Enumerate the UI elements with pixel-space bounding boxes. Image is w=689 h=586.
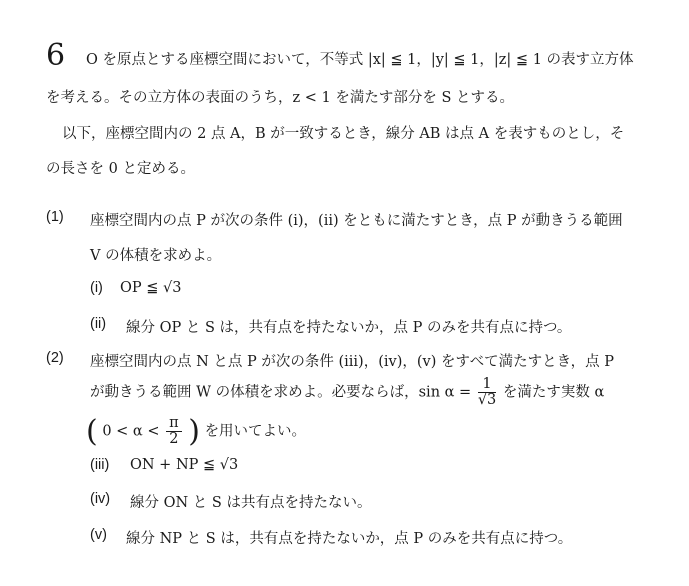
cond-i-label: (i): [90, 280, 103, 296]
fraction-one-over-root3: [478, 377, 496, 408]
cond-ii-label: (ii): [90, 316, 107, 332]
cond-iv-text: 線分 ON と S は共有点を持たない。: [130, 495, 372, 511]
fraction-denominator: √3: [477, 392, 497, 409]
part1-label: (1): [46, 209, 64, 225]
intro-line-2: を考える。その立方体の表面のうち，z < 1 を満たす部分を S とする。: [46, 90, 514, 106]
part1-line-2: V の体積を求めよ。: [90, 248, 222, 264]
part2-line-3-post: を用いてよい。: [204, 423, 307, 440]
cond-i-text: OP ≦ √3: [120, 280, 182, 296]
intro-line-4: の長さを 0 と定める。: [46, 161, 195, 177]
cond-iii-label: (iii): [90, 457, 110, 473]
part2-line-2-pre: が動きうる範囲 W の体積を求めよ。必要ならば，sin α =: [90, 384, 472, 401]
part2-line-1: 座標空間内の点 N と点 P が次の条件 (iii)，(iv)，(v) をすべて満たすとき，点 P: [90, 354, 614, 370]
fraction-numerator: π: [166, 416, 182, 432]
part2-label: (2): [46, 350, 64, 366]
left-paren: (: [86, 414, 98, 449]
part2-line-2-post: を満たす実数 α: [502, 384, 605, 401]
cond-iii-text: ON + NP ≦ √3: [130, 457, 239, 473]
intro-line-3: 以下，座標空間内の 2 点 A，B が一致するとき，線分 AB は点 A を表すものとし，そ: [62, 126, 625, 142]
part2-line-3: [86, 414, 306, 449]
fraction-numerator: 1: [478, 377, 496, 393]
part1-line-1: 座標空間内の点 P が次の条件 (i)，(ii) をともに満たすとき，点 P が動きうる範囲: [90, 213, 623, 229]
fraction-pi-over-2: [166, 416, 182, 447]
problem-number: 6: [46, 38, 66, 73]
right-paren: ): [188, 414, 200, 449]
fraction-denominator: 2: [169, 431, 179, 447]
intro-line-1: O を原点とする座標空間において，不等式 |x| ≦ 1，|y| ≦ 1，|z| ≦ 1 の表す立方体: [86, 52, 634, 68]
alpha-range-text: 0 < α <: [102, 423, 160, 440]
part2-line-2: [90, 377, 604, 408]
cond-v-text: 線分 NP と S は，共有点を持たないか，点 P のみを共有点に持つ。: [126, 531, 573, 547]
cond-ii-text: 線分 OP と S は，共有点を持たないか，点 P のみを共有点に持つ。: [126, 320, 572, 336]
cond-iv-label: (iv): [90, 491, 111, 507]
cond-v-label: (v): [90, 527, 107, 543]
